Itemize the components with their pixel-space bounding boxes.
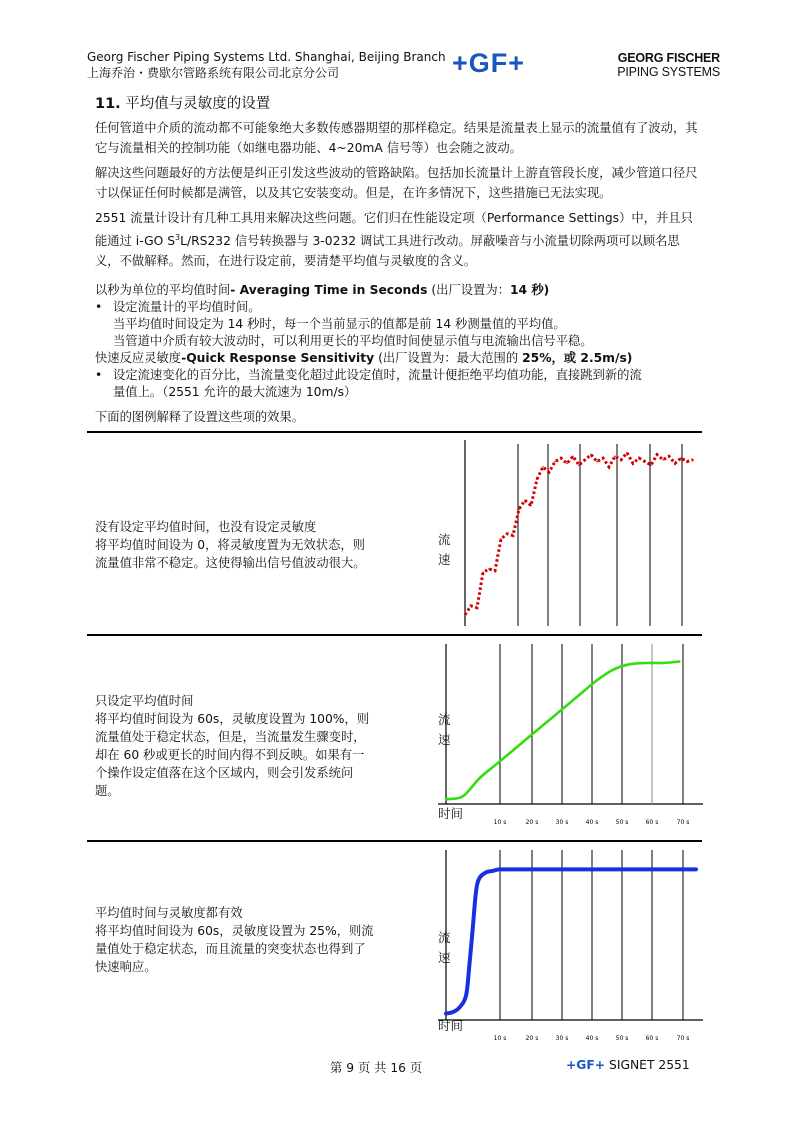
data-point xyxy=(488,568,490,570)
divider-1 xyxy=(87,431,702,433)
data-point xyxy=(692,459,694,461)
series-line xyxy=(446,662,679,800)
sensitivity-bullet-line-2: 量值上。（2551 允许的最大流速为 10m/s） xyxy=(113,385,357,399)
data-point xyxy=(686,461,688,463)
data-point xyxy=(596,461,598,463)
sensitivity-head-cn: 快速反应灵敏度 xyxy=(95,351,182,365)
bullet-icon: • xyxy=(95,368,103,382)
averaging-factory: (出厂设置为： xyxy=(431,283,510,297)
panel-2-desc-3: 却在 60 秒或更长的时间内得不到反映。如果有一 xyxy=(95,748,365,762)
averaging-bullet-line-2: 当平均值时间设定为 14 秒时，每一个当前显示的值都是前 14 秒测量值的平均值。 xyxy=(113,317,566,331)
footer-gf-logo: +GF+ xyxy=(566,1058,606,1072)
panel-1-ylabel xyxy=(438,530,451,570)
chart-1 xyxy=(450,436,700,628)
averaging-block xyxy=(95,282,700,426)
data-point xyxy=(584,459,586,461)
data-point xyxy=(518,508,520,510)
averaging-heading xyxy=(95,282,700,299)
panel-2-desc-1: 将平均值时间设为 60s，灵敏度设置为 100%，则 xyxy=(95,712,370,726)
figures-intro: 下面的图例解释了设置这些项的效果。 xyxy=(95,410,305,424)
averaging-factory-val: 14 秒) xyxy=(509,283,550,297)
x-tick-label: 20 s xyxy=(525,819,539,826)
chart-3 xyxy=(438,846,708,1044)
body-text xyxy=(95,118,700,271)
brand-line-1: GEORG FISCHER xyxy=(617,51,720,65)
data-point xyxy=(626,452,628,454)
panel-2-desc-2: 流量值处于稳定状态，但是，当流量发生骤变时， xyxy=(95,730,366,744)
panel-3-desc-2: 量值处于稳定状态，而且流量的突变状态也得到了 xyxy=(95,942,366,956)
data-point xyxy=(470,605,472,607)
x-tick-label: 50 s xyxy=(615,1035,629,1042)
paragraph-3-sup: 3 xyxy=(175,233,181,242)
panel-2-text xyxy=(95,692,395,800)
panel-2-desc-4: 个操作设定值落在这个区域内，则会引发系统问 xyxy=(95,766,354,780)
panel-2-xlabel: 时间 xyxy=(438,806,464,821)
sensitivity-head-en: -Quick Response Sensitivity xyxy=(181,351,375,365)
averaging-head-en: - Averaging Time in Seconds xyxy=(230,283,428,297)
averaging-bullet-line-1: 设定流量计的平均值时间。 xyxy=(113,300,261,314)
data-point xyxy=(638,457,640,459)
x-tick-label: 50 s xyxy=(615,819,629,826)
panel-3-desc-1: 将平均值时间设为 60s，灵敏度设置为 25%，则流 xyxy=(95,924,374,938)
panel-2-ylabel-2: 速 xyxy=(438,732,451,747)
x-tick-label: 40 s xyxy=(585,1035,599,1042)
series-line xyxy=(446,869,696,1013)
panel-1-text xyxy=(95,518,395,572)
panel-3-text xyxy=(95,904,395,976)
data-point xyxy=(650,464,652,466)
x-tick-label: 70 s xyxy=(676,1035,690,1042)
x-tick-label: 10 s xyxy=(493,1035,507,1042)
data-point xyxy=(494,570,496,572)
data-point xyxy=(572,456,574,458)
gf-logo: +GF+ xyxy=(452,48,526,78)
chart-2 xyxy=(438,640,708,830)
panel-1-desc-2: 流量值非常不稳定。这使得输出信号值波动很大。 xyxy=(95,556,366,570)
data-point xyxy=(554,461,556,463)
data-point xyxy=(512,535,514,537)
data-point xyxy=(674,463,676,465)
data-point xyxy=(620,459,622,461)
data-point xyxy=(530,505,532,507)
data-point xyxy=(464,614,466,616)
x-tick-label: 30 s xyxy=(555,1035,569,1042)
data-point xyxy=(680,457,682,459)
bullet-icon: • xyxy=(95,300,103,314)
data-point xyxy=(614,456,616,458)
panel-3-desc-3: 快速响应。 xyxy=(95,960,157,974)
company-name-en: Georg Fischer Piping Systems Ltd. Shanghai, Beijing Branch xyxy=(87,50,446,64)
panel-1-ylabel-1: 流 xyxy=(438,532,451,547)
data-point xyxy=(668,456,670,458)
data-point xyxy=(608,466,610,468)
page-number: 第 9 页 共 16 页 xyxy=(330,1061,423,1075)
data-point xyxy=(536,478,538,480)
paragraph-3-a: 2551 流量计设计有几种工具用来解决这些问题。它们归在性能设定项（Performance Settings）中，并且只能通过 i-GO S xyxy=(95,211,693,249)
footer-product-name: SIGNET 2551 xyxy=(605,1058,690,1072)
panel-2-ylabel-1: 流 xyxy=(438,712,451,727)
averaging-bullet xyxy=(95,299,700,350)
x-tick-label: 30 s xyxy=(555,819,569,826)
panel-1-ylabel-2: 速 xyxy=(438,552,451,567)
data-point xyxy=(578,464,580,466)
data-point xyxy=(590,454,592,456)
averaging-head-cn: 以秒为单位的平均值时间 xyxy=(95,283,231,297)
footer-product xyxy=(566,1058,690,1072)
x-tick-label: 40 s xyxy=(585,819,599,826)
x-tick-label: 20 s xyxy=(525,1035,539,1042)
panel-1-title: 没有设定平均值时间，也没有设定灵敏度 xyxy=(95,520,317,534)
x-tick-label: 60 s xyxy=(645,1035,659,1042)
data-point xyxy=(632,463,634,465)
data-point xyxy=(506,533,508,535)
data-point xyxy=(524,500,526,502)
divider-3 xyxy=(87,840,702,842)
data-point xyxy=(644,461,646,463)
panel-3-title: 平均值时间与灵敏度都有效 xyxy=(95,906,243,920)
section-title-text: 平均值与灵敏度的设置 xyxy=(125,96,271,112)
panel-3-ylabel-1: 流 xyxy=(438,930,451,945)
sensitivity-bullet xyxy=(95,367,700,401)
data-point xyxy=(602,457,604,459)
section-title xyxy=(95,92,270,113)
panel-1-desc-1: 将平均值时间设为 0，将灵敏度置为无效状态，则 xyxy=(95,538,365,552)
data-point xyxy=(482,572,484,574)
sensitivity-factory: (出厂设置为：最大范围的 xyxy=(378,351,519,365)
paragraph-3-b: L/RS232 信号转换器与 3-0232 调试工具进行改动。屏蔽噪音与小流量切除两项可以顾名思义，不做解释。然而，在进行设定前，要清楚平均值与灵敏度的含义。 xyxy=(95,234,680,269)
x-tick-label: 60 s xyxy=(645,819,659,826)
data-point xyxy=(500,538,502,540)
series-line xyxy=(465,453,693,615)
divider-2 xyxy=(87,634,702,636)
panel-2-desc-5: 题。 xyxy=(95,784,120,798)
panel-2-title: 只设定平均值时间 xyxy=(95,694,194,708)
x-tick-label: 70 s xyxy=(676,819,690,826)
data-point xyxy=(566,463,568,465)
brand-block xyxy=(590,51,720,79)
panel-3-xlabel: 时间 xyxy=(438,1018,464,1033)
x-tick-label: 10 s xyxy=(493,819,507,826)
company-name-cn: 上海乔治・费歇尔管路系统有限公司北京分公司 xyxy=(87,66,340,80)
sensitivity-heading xyxy=(95,350,700,367)
data-point xyxy=(542,466,544,468)
paragraph-2: 解决这些问题最好的方法便是纠正引发这些波动的管路缺陷。包括加长流量计上游直管段长度，减少管道口径尺寸以保证任何时候都是满管，以及其它安装变动。但是，在许多情况下，这些措施已无法实现。 xyxy=(95,166,698,200)
paragraph-1: 任何管道中介质的流动都不可能象绝大多数传感器期望的那样稳定。结果是流量表上显示的流量值有了波动，其它与流量相关的控制功能（如继电器功能、4~20mA 信号等）也会随之波动。 xyxy=(95,121,698,155)
data-point xyxy=(662,459,664,461)
paragraph-3 xyxy=(95,208,700,271)
data-point xyxy=(476,607,478,609)
sensitivity-factory-val: 25%，或 2.5m/s) xyxy=(522,351,633,365)
data-point xyxy=(560,457,562,459)
section-number: 11. xyxy=(95,96,121,112)
brand-line-2: PIPING SYSTEMS xyxy=(617,65,720,79)
sensitivity-bullet-line-1: 设定流速变化的百分比，当流量变化超过此设定值时，流量计便拒绝平均值功能，直接跳到新的流 xyxy=(113,368,642,382)
averaging-bullet-line-3: 当管道中介质有较大波动时，可以利用更长的平均值时间使显示值与电流输出信号平稳。 xyxy=(113,334,593,348)
panel-3-ylabel-2: 速 xyxy=(438,950,451,965)
data-point xyxy=(656,454,658,456)
data-point xyxy=(548,471,550,473)
